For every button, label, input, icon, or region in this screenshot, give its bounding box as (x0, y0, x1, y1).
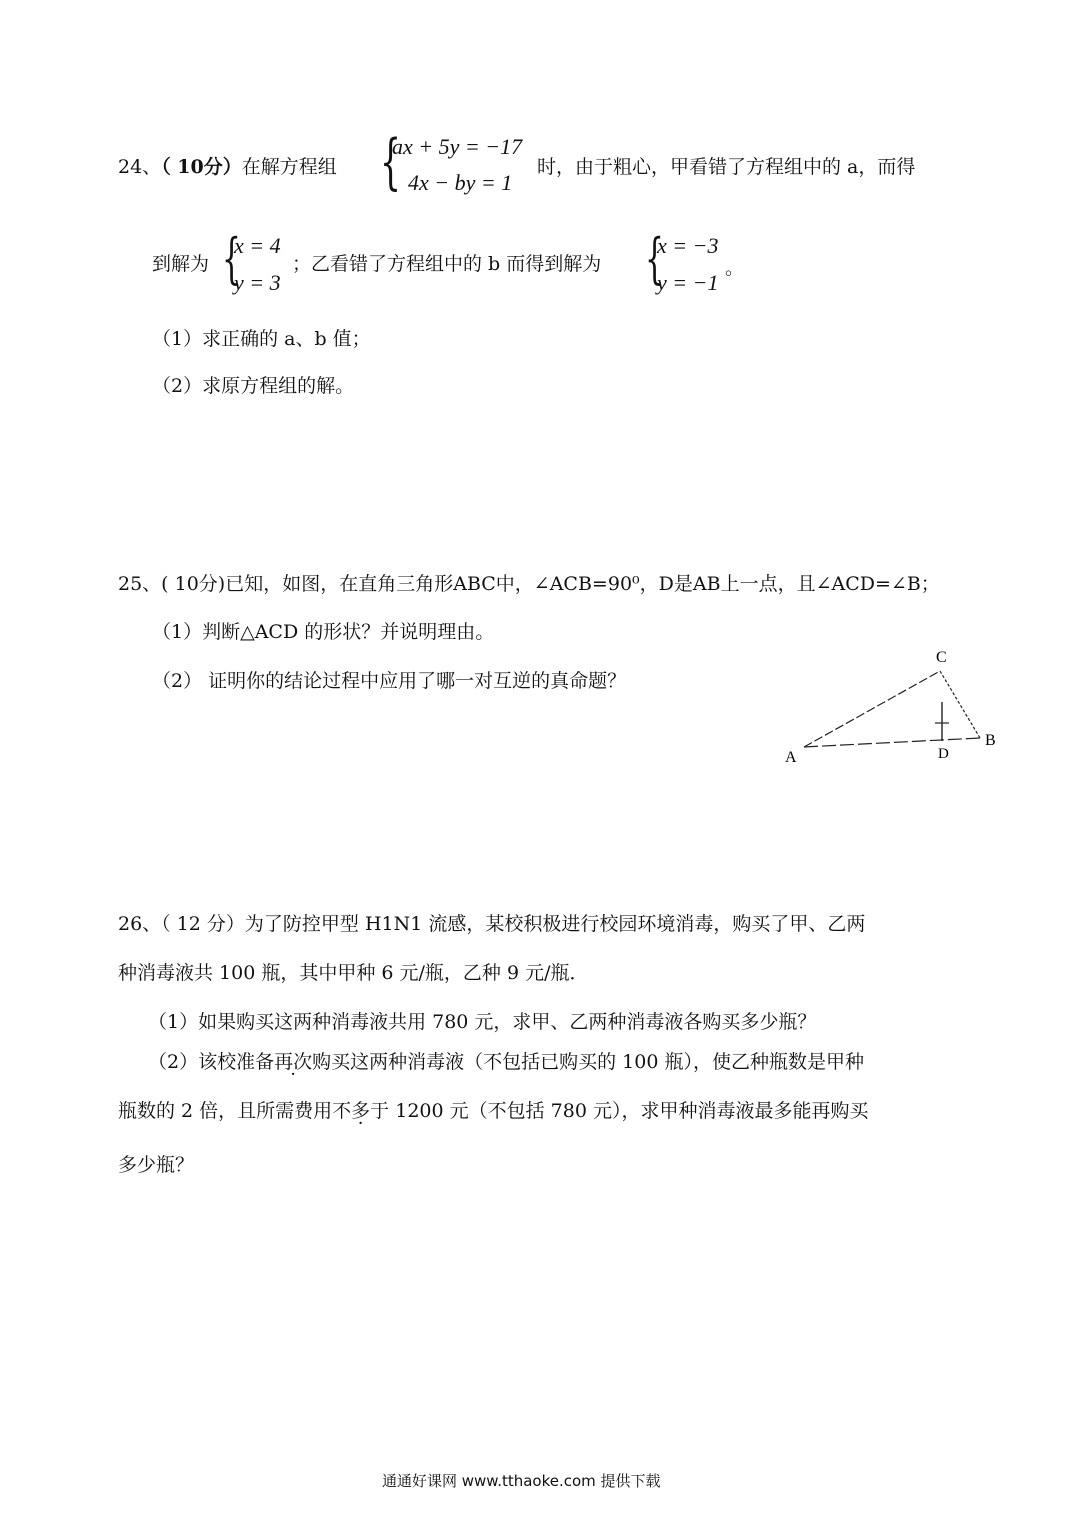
side-ac (804, 671, 940, 747)
q26-line1: 26、（ 12 分）为了防控甲型 H1N1 流感，某校积极进行校园环境消毒，购买了甲、乙两 (118, 913, 866, 935)
q24-eq1: ax + 5y = −17 (392, 134, 523, 159)
page-footer: 通通好课网 www.tthaoke.com 提供下载 (382, 1472, 661, 1490)
q24-part1: （1）求正确的 a、b 值； (152, 328, 371, 350)
q26-line2: 种消毒液共 100 瓶，其中甲种 6 元/瓶，乙种 9 元/瓶． (118, 962, 589, 984)
q25-part1: （1）判断△ACD 的形状？并说明理由。 (152, 621, 495, 643)
q24-eq2: 4x − by = 1 (408, 170, 513, 195)
q24-brace: { (380, 127, 402, 197)
q26-line3 (118, 1099, 868, 1123)
q26-part2-a: （2）该校准备 (148, 1051, 275, 1073)
q24-part2: （2）求原方程组的解。 (152, 375, 355, 397)
side-cb (940, 671, 980, 738)
side-ab (804, 738, 980, 747)
label-d: D (938, 746, 949, 762)
q26-part2-c: 购买这两种消毒液（不包括已购买的 100 瓶），使乙种瓶数是甲种 (312, 1051, 864, 1073)
q25-triangle-figure (770, 640, 1010, 770)
label-c: C (936, 649, 947, 666)
q26-line3-a: 瓶数的 2 倍，且所需费用 (118, 1100, 333, 1122)
q24-text3: 到解为 (152, 253, 210, 275)
q24-sol1-brace: { (222, 227, 241, 290)
q24-points: （ 10分） (161, 156, 242, 178)
q24-number: 24、 (118, 156, 162, 178)
q24-text4: ；乙看错了方程组中的 b 而得到解为 (292, 253, 602, 275)
q24-sol2-brace: { (645, 227, 664, 290)
q26-part1: （1）如果购买这两种消毒液共用 780 元，求甲、乙两种消毒液各购买多少瓶？ (148, 1011, 817, 1033)
q24-sol1-eq1: x = 4 (234, 233, 281, 258)
q24-sol1-eq2: y = 3 (234, 270, 281, 295)
label-b: B (985, 732, 996, 749)
q26-line3-emphasis: 不多于 (332, 1100, 390, 1122)
q26-part2 (148, 1050, 864, 1074)
q24-sol2-eq1: x = −3 (657, 233, 719, 258)
q26-line4: 多少瓶？ (118, 1154, 195, 1176)
q25-part2: （2） 证明你的结论过程中应用了哪一对互逆的真命题？ (152, 670, 627, 692)
q24-text2: 时，由于粗心，甲看错了方程组中的 a，而得 (537, 156, 916, 178)
q26-part2-emphasis: 再次 (274, 1051, 313, 1073)
label-a: A (785, 749, 797, 766)
q24-line1 (118, 155, 337, 179)
q25-line1: 25、( 10分)已知，如图，在直角三角形ABC中，∠ACB=90⁰，D是AB上一点，且∠ACD=∠B； (118, 573, 940, 595)
q24-sol2-eq2: y = −1 (657, 270, 719, 295)
q24-text5: 。 (725, 257, 745, 279)
q26-line3-c: 1200 元（不包括 780 元），求甲种消毒液最多能再购买 (389, 1100, 869, 1122)
q24-text1: 在解方程组 (241, 156, 337, 178)
